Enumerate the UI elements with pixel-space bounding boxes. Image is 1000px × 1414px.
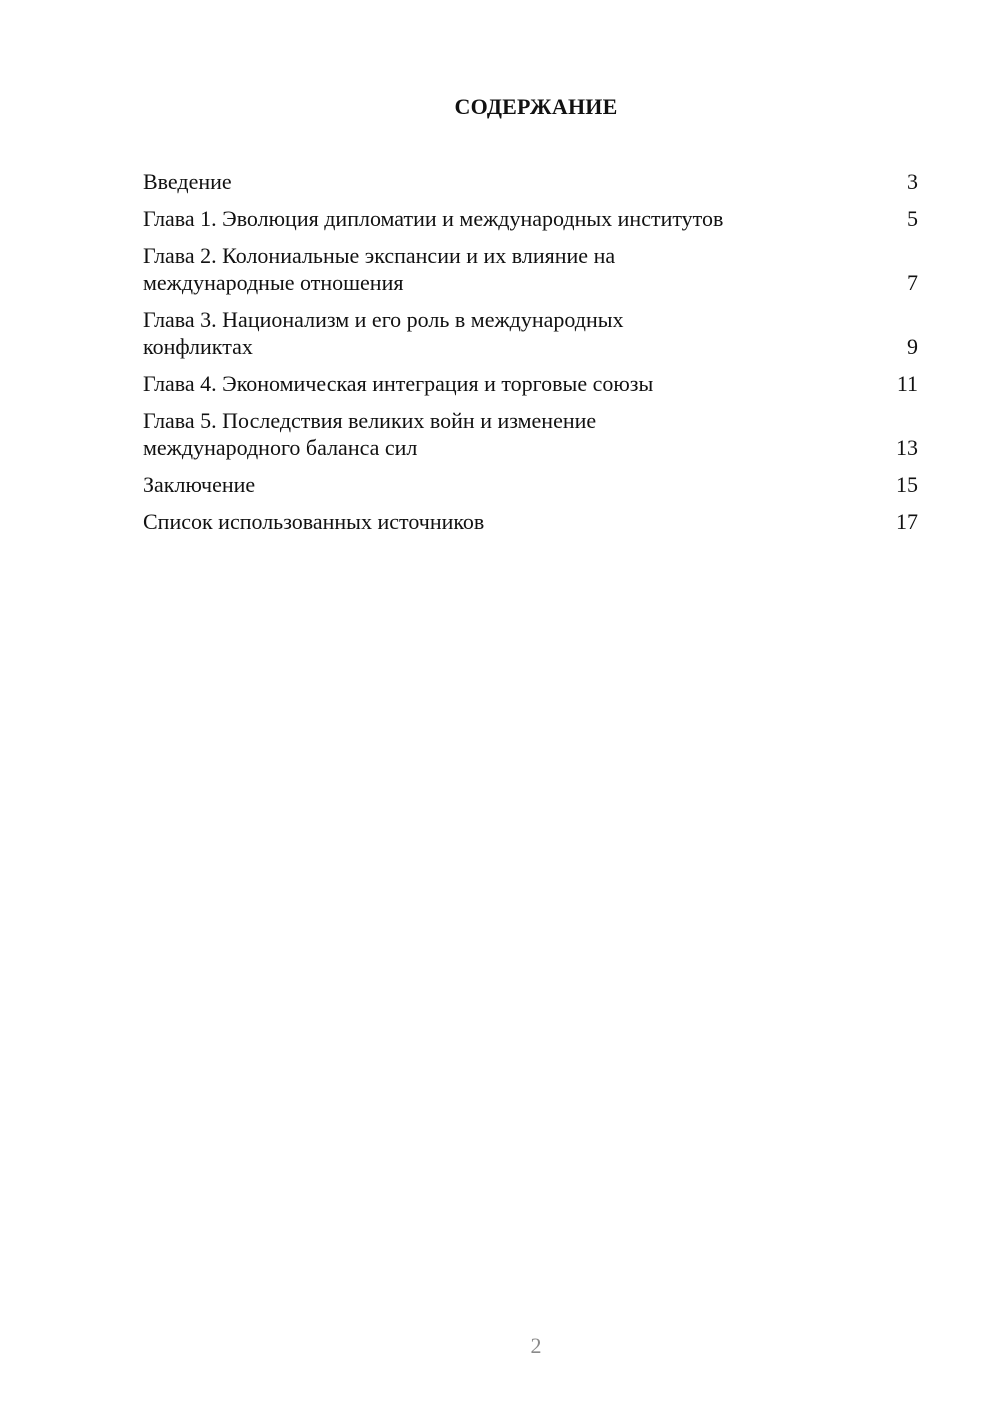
toc-entry-chapter-3	[143, 306, 918, 360]
toc-entry-line: международного баланса сил	[143, 435, 418, 460]
toc-entry-chapter-4	[143, 370, 918, 397]
toc-entry-line: Введение	[143, 169, 232, 194]
toc-entry-page: 11	[896, 371, 918, 396]
toc-entry-chapter-5	[143, 407, 918, 461]
toc-entry-page: 15	[896, 472, 918, 497]
toc-entry-introduction	[143, 168, 918, 195]
toc-title: СОДЕРЖАНИЕ	[454, 94, 618, 119]
toc-entry-page: 9	[907, 334, 918, 359]
toc-entry-page: 13	[896, 435, 918, 460]
toc-entry-page: 17	[896, 509, 918, 534]
toc-entry-conclusion	[143, 471, 918, 498]
toc-entry-text	[143, 306, 888, 360]
page-number: 2	[530, 1333, 542, 1358]
toc-entry-page: 7	[907, 270, 918, 295]
toc-entry-line: Глава 1. Эволюция дипломатии и международных институтов	[143, 206, 724, 231]
toc-entry-chapter-2	[143, 242, 918, 296]
toc-entry-text	[143, 205, 888, 232]
toc-entry-text	[143, 242, 888, 296]
toc-entry-page: 5	[907, 206, 918, 231]
toc-entry-page: 3	[907, 169, 918, 194]
toc-entry-line: Глава 2. Колониальные экспансии и их влияние на	[143, 243, 616, 268]
toc-entry-text	[143, 168, 888, 195]
toc-entry-text	[143, 508, 888, 535]
toc-entry-line: Список использованных источников	[143, 509, 485, 534]
table-of-contents	[143, 168, 918, 545]
toc-entry-references	[143, 508, 918, 535]
toc-entry-text	[143, 471, 888, 498]
toc-entry-line: международные отношения	[143, 270, 404, 295]
toc-entry-text	[143, 370, 888, 397]
toc-entry-line: Глава 4. Экономическая интеграция и торговые союзы	[143, 371, 654, 396]
toc-entry-line: Заключение	[143, 472, 256, 497]
toc-entry-text	[143, 407, 888, 461]
toc-entry-line: Глава 3. Национализм и его роль в международных	[143, 307, 624, 332]
toc-entry-line: конфликтах	[143, 334, 253, 359]
toc-entry-chapter-1	[143, 205, 918, 232]
toc-entry-line: Глава 5. Последствия великих войн и изменение	[143, 408, 597, 433]
